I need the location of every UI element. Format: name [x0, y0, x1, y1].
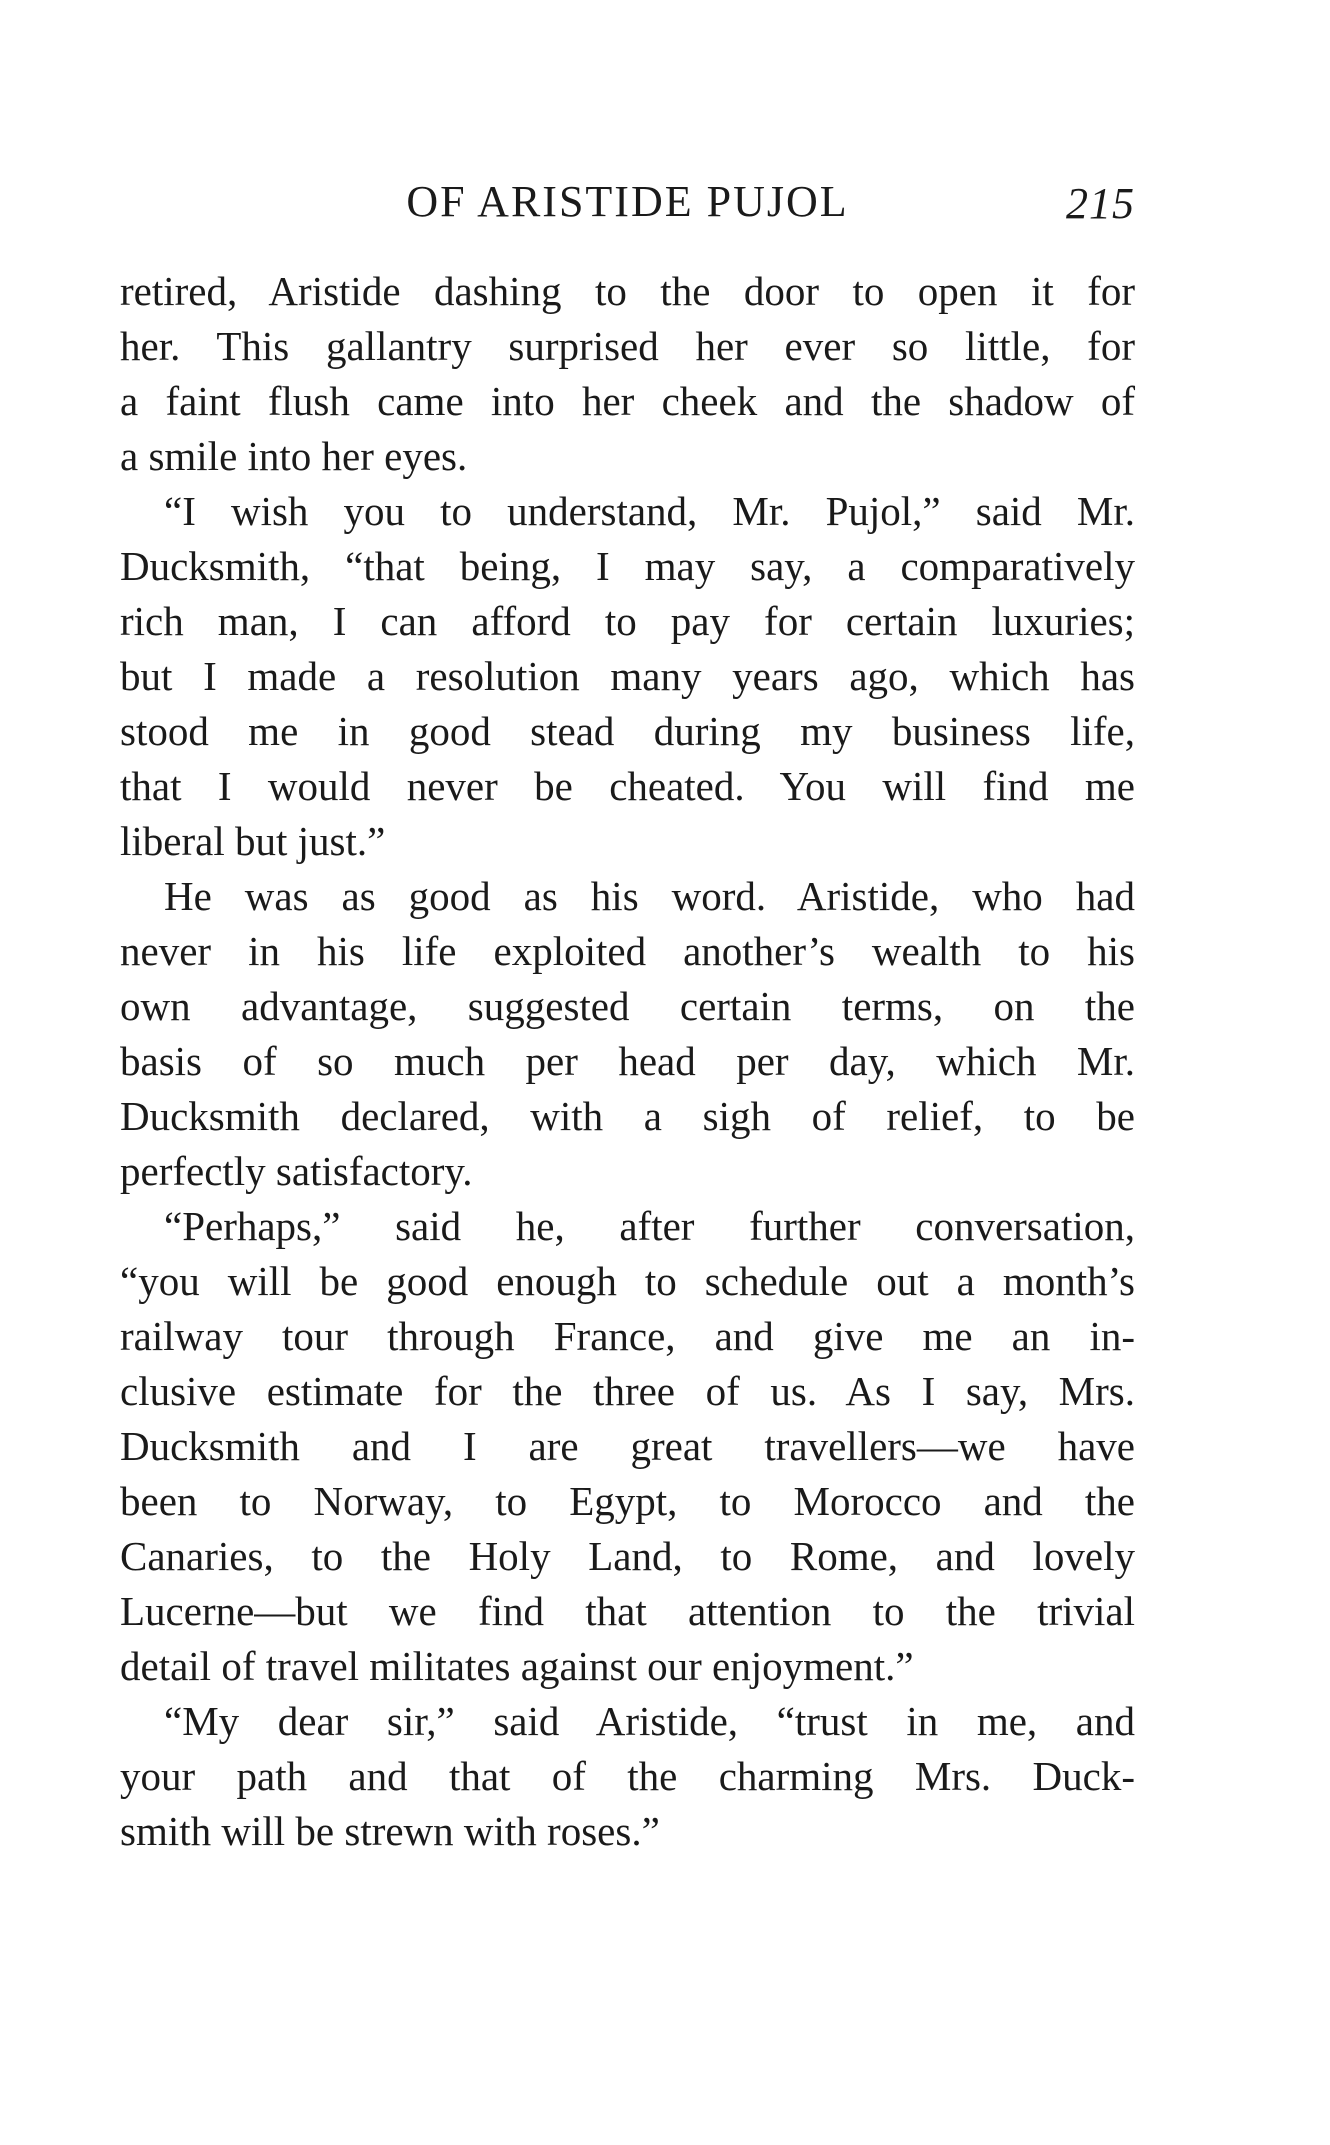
text-line: perfectly satisfactory. [120, 1148, 473, 1194]
text-line: a smile into her eyes. [120, 433, 468, 479]
text-line: “Perhaps,” said he, after further conversation, [164, 1203, 1135, 1249]
text-line: liberal but just.” [120, 818, 386, 864]
text-line: Lucerne—but we find that attention to the trivial [120, 1588, 1135, 1634]
text-line: Ducksmith and I are great travellers—we have [120, 1423, 1135, 1469]
text-line: railway tour through France, and give me an in- [120, 1313, 1135, 1359]
text-line: own advantage, suggested certain terms, on the [120, 983, 1135, 1029]
text-line: retired, Aristide dashing to the door to open it for [120, 268, 1135, 314]
paragraph [120, 1694, 1135, 1859]
paragraph [120, 869, 1135, 1199]
text-line: clusive estimate for the three of us. As I say, Mrs. [120, 1368, 1135, 1414]
text-line: stood me in good stead during my business life, [120, 708, 1135, 754]
text-line: been to Norway, to Egypt, to Morocco and the [120, 1478, 1135, 1524]
text-line: but I made a resolution many years ago, which has [120, 653, 1135, 699]
page-number: 215 [1066, 179, 1135, 228]
text-line: Ducksmith, “that being, I may say, a comparatively [120, 543, 1135, 589]
text-line: Ducksmith declared, with a sigh of relief, to be [120, 1093, 1135, 1139]
text-line: rich man, I can afford to pay for certain luxuries; [120, 598, 1135, 644]
text-line: a faint flush came into her cheek and the shadow of [120, 378, 1135, 424]
text-line: “you will be good enough to schedule out a month’s [120, 1258, 1135, 1304]
paragraph [120, 1199, 1135, 1694]
text-line: her. This gallantry surprised her ever so little, for [120, 323, 1135, 369]
text-line: detail of travel militates against our enjoyment.” [120, 1643, 914, 1689]
text-line: never in his life exploited another’s wealth to his [120, 928, 1135, 974]
text-line: He was as good as his word. Aristide, who had [164, 873, 1135, 919]
text-line: “I wish you to understand, Mr. Pujol,” said Mr. [164, 488, 1135, 534]
running-head [120, 172, 1135, 232]
text-line: smith will be strewn with roses.” [120, 1808, 660, 1854]
text-line: Canaries, to the Holy Land, to Rome, and lovely [120, 1533, 1135, 1579]
text-line: your path and that of the charming Mrs. Duck- [120, 1753, 1135, 1799]
paragraph [120, 264, 1135, 484]
running-title: OF ARISTIDE PUJOL [406, 177, 849, 226]
text-line: that I would never be cheated. You will find me [120, 763, 1135, 809]
text-line: “My dear sir,” said Aristide, “trust in me, and [164, 1698, 1135, 1744]
body-text [120, 264, 1135, 1859]
text-line: basis of so much per head per day, which Mr. [120, 1038, 1135, 1084]
paragraph [120, 484, 1135, 869]
